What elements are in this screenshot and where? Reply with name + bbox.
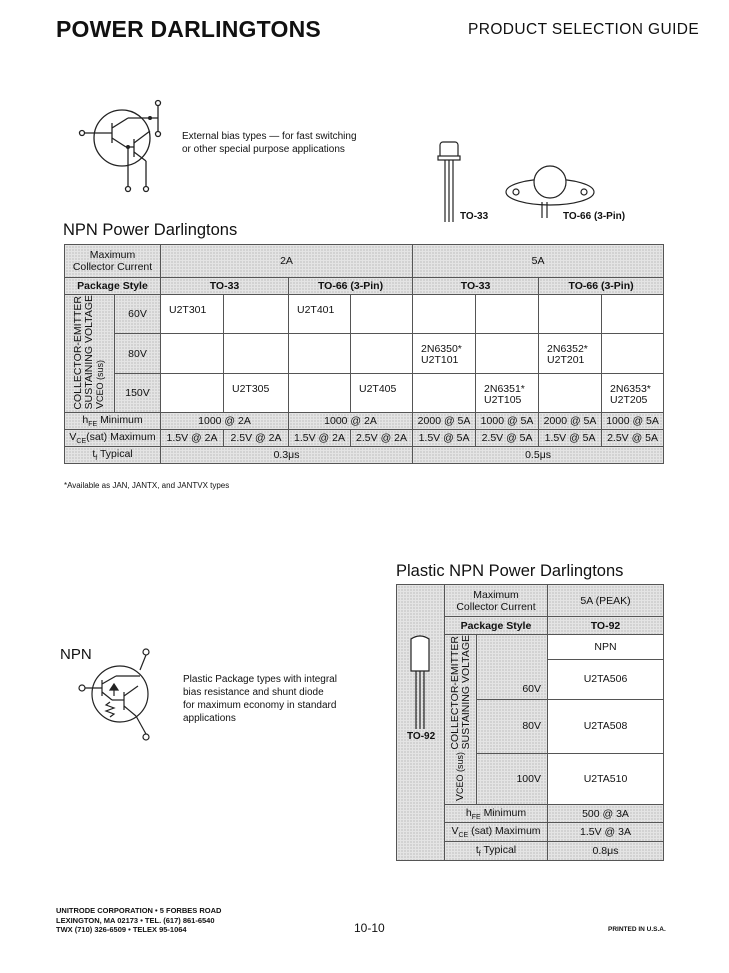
to92-package-icon	[405, 635, 435, 730]
plastic-max-current-line-2: Collector Current	[456, 600, 536, 613]
darlington-schematic-icon	[70, 95, 170, 195]
plastic-hfe-label	[445, 805, 548, 823]
hfe-label	[65, 413, 161, 430]
plastic-package-value: TO-92	[548, 617, 664, 635]
plastic-voltage-label-line-3	[455, 752, 466, 801]
plastic-hfe-text: Minimum	[483, 806, 527, 819]
to66-label: TO-66 (3-Pin)	[563, 211, 626, 222]
part-u2t105: U2T105	[484, 393, 522, 406]
bias-description	[182, 130, 382, 156]
plastic-darlington-table	[396, 584, 664, 861]
plastic-hfe-prefix: h	[465, 806, 472, 819]
to92-label: TO-92	[407, 731, 436, 742]
vce-value: 1.5V @ 5A	[413, 430, 476, 447]
plastic-tf-text: Typical	[483, 844, 517, 857]
part-cell	[161, 334, 224, 373]
plastic-vceo-sub: CEO (sus)	[455, 752, 465, 795]
plastic-voltage-label-line-2: SUSTAINING VOLTAGE	[459, 635, 472, 750]
vce-value: 2.5V @ 5A	[602, 430, 664, 447]
vceo-sub: CEO (sus)	[95, 360, 105, 403]
plastic-hfe-sub: FE	[471, 813, 481, 821]
plastic-max-current-line-1: Maximum	[473, 588, 519, 601]
plastic-voltage-100v: 100V	[477, 753, 548, 805]
plastic-type-npn: NPN	[548, 635, 664, 660]
part-cell	[224, 334, 289, 373]
part-cell	[289, 334, 351, 373]
tf-prefix: t	[92, 448, 96, 461]
footnote: *Available as JAN, JANTX, and JANTVX types	[64, 481, 230, 490]
vce-value: 1.5V @ 5A	[539, 430, 602, 447]
voltage-150v: 150V	[115, 373, 161, 412]
part-cell	[602, 295, 664, 334]
to92-image-cell	[397, 585, 445, 861]
hfe-value: 1000 @ 5A	[602, 413, 664, 430]
part-cell	[413, 373, 476, 412]
plastic-part-u2ta508: U2TA508	[548, 699, 664, 753]
pkg-2a-to33: TO-33	[161, 278, 289, 295]
npn-darlington-table	[64, 244, 664, 464]
part-cell: U2T405	[351, 373, 413, 412]
plastic-line-4: applications	[183, 713, 236, 724]
vce-value: 1.5V @ 2A	[289, 430, 351, 447]
company-address	[56, 906, 221, 935]
hfe-text: Minimum	[100, 414, 143, 427]
vce-value: 2.5V @ 2A	[224, 430, 289, 447]
part-cell	[413, 295, 476, 334]
npn-section-title: NPN Power Darlingtons	[63, 221, 238, 239]
package-style-label: Package Style	[65, 278, 161, 295]
vce-value: 2.5V @ 5A	[476, 430, 539, 447]
page-number: 10-10	[354, 921, 385, 935]
bias-line-1: External bias types — for fast switching	[182, 131, 357, 142]
part-cell	[476, 373, 539, 412]
voltage-label-line-3	[95, 360, 106, 409]
voltage-axis-label	[65, 295, 115, 413]
part-cell	[539, 334, 602, 373]
plastic-description	[183, 673, 373, 725]
part-cell	[476, 295, 539, 334]
plastic-voltage-axis-label	[445, 635, 477, 805]
voltage-60v: 60V	[115, 295, 161, 334]
plastic-part-u2ta510: U2TA510	[548, 753, 664, 805]
bias-line-2: or other special purpose applications	[182, 144, 345, 155]
plastic-tf-label	[445, 842, 548, 861]
part-cell: U2T401	[289, 295, 351, 334]
plastic-tf-prefix: t	[475, 844, 479, 857]
max-current-label	[65, 245, 161, 278]
vce-value: 2.5V @ 2A	[351, 430, 413, 447]
current-5a: 5A	[413, 245, 664, 278]
address-line-3: TWX (710) 326-6509 • TELEX 95-1064	[56, 925, 187, 934]
vceo-prefix: V	[94, 402, 106, 410]
part-cell	[602, 334, 664, 373]
vce-prefix: V	[69, 431, 77, 444]
hfe-value: 2000 @ 5A	[539, 413, 602, 430]
part-u2t205: U2T205	[610, 393, 648, 406]
plastic-tf-value: 0.8μs	[548, 842, 664, 861]
hfe-value: 1000 @ 2A	[289, 413, 413, 430]
pkg-5a-to66: TO-66 (3-Pin)	[539, 278, 664, 295]
to33-label: TO-33	[460, 211, 489, 222]
plastic-darlington-schematic-icon	[76, 646, 160, 742]
tf-5a: 0.5μs	[413, 447, 664, 464]
plastic-current-value: 5A (PEAK)	[548, 585, 664, 617]
vce-sub: CE	[76, 438, 87, 446]
plastic-vce-label	[445, 823, 548, 842]
address-line-1: UNITRODE CORPORATION • 5 FORBES ROAD	[56, 906, 222, 915]
part-cell	[351, 295, 413, 334]
vce-value: 1.5V @ 2A	[161, 430, 224, 447]
tf-label	[65, 447, 161, 464]
max-current-line-2: Collector Current	[72, 261, 153, 273]
part-cell	[413, 334, 476, 373]
pkg-5a-to33: TO-33	[413, 278, 539, 295]
plastic-vce-sub: CE	[458, 832, 469, 840]
part-cell	[161, 373, 224, 412]
tf-sub: f	[95, 455, 98, 463]
hfe-value: 1000 @ 2A	[161, 413, 289, 430]
plastic-package-style-label: Package Style	[445, 617, 548, 635]
plastic-line-1: Plastic Package types with integral	[183, 674, 337, 685]
plastic-vce-prefix: V	[451, 825, 459, 838]
part-2n6351: 2N6351*	[484, 382, 525, 395]
part-u2t201: U2T201	[547, 354, 585, 367]
vce-label	[65, 430, 161, 447]
printed-in: PRINTED IN U.S.A.	[608, 926, 666, 933]
plastic-voltage-label-line-1: COLLECTOR-EMITTER	[448, 635, 461, 750]
plastic-vce-value: 1.5V @ 3A	[548, 823, 664, 842]
page-title: POWER DARLINGTONS	[56, 16, 321, 42]
part-cell	[602, 373, 664, 412]
part-cell: U2T301	[161, 295, 224, 334]
part-2n6352: 2N6352*	[547, 343, 588, 356]
plastic-hfe-value: 500 @ 3A	[548, 805, 664, 823]
current-2a: 2A	[161, 245, 413, 278]
voltage-80v: 80V	[115, 334, 161, 373]
part-2n6353: 2N6353*	[610, 382, 651, 395]
plastic-line-2: bias resistance and shunt diode	[183, 687, 324, 698]
part-cell	[351, 334, 413, 373]
hfe-prefix: h	[82, 414, 89, 427]
part-cell	[539, 295, 602, 334]
part-cell	[476, 334, 539, 373]
plastic-max-current-label	[445, 585, 548, 617]
part-cell	[224, 295, 289, 334]
plastic-voltage-80v: 80V	[477, 699, 548, 753]
max-current-line-1: Maximum	[89, 249, 136, 261]
npn-label: NPN	[60, 646, 92, 663]
pkg-2a-to66: TO-66 (3-Pin)	[289, 278, 413, 295]
plastic-part-u2ta506: U2TA506	[548, 660, 664, 700]
hfe-value: 1000 @ 5A	[476, 413, 539, 430]
part-cell	[289, 373, 351, 412]
plastic-section-title: Plastic NPN Power Darlingtons	[396, 562, 624, 580]
plastic-tf-sub: f	[478, 851, 481, 859]
hfe-value: 2000 @ 5A	[413, 413, 476, 430]
part-2n6350: 2N6350*	[421, 343, 462, 356]
part-u2t101: U2T101	[421, 354, 459, 367]
plastic-vce-text: (sat) Maximum	[471, 825, 541, 838]
voltage-label-line-2: SUSTAINING VOLTAGE	[83, 295, 95, 410]
plastic-line-3: for maximum economy in standard	[183, 700, 337, 711]
part-cell	[539, 373, 602, 412]
address-line-2: LEXINGTON, MA 02173 • TEL. (617) 861-6540	[56, 915, 215, 925]
guide-heading: PRODUCT SELECTION GUIDE	[468, 21, 700, 38]
vce-text: (sat) Maximum	[86, 431, 156, 444]
plastic-vceo-prefix: V	[454, 794, 466, 802]
tf-2a: 0.3μs	[161, 447, 413, 464]
hfe-sub: FE	[88, 421, 98, 429]
voltage-label-line-1: COLLECTOR-EMITTER	[72, 295, 84, 410]
plastic-voltage-60v: 60V	[477, 635, 548, 700]
part-cell: U2T305	[224, 373, 289, 412]
tf-text: Typical	[99, 448, 133, 461]
